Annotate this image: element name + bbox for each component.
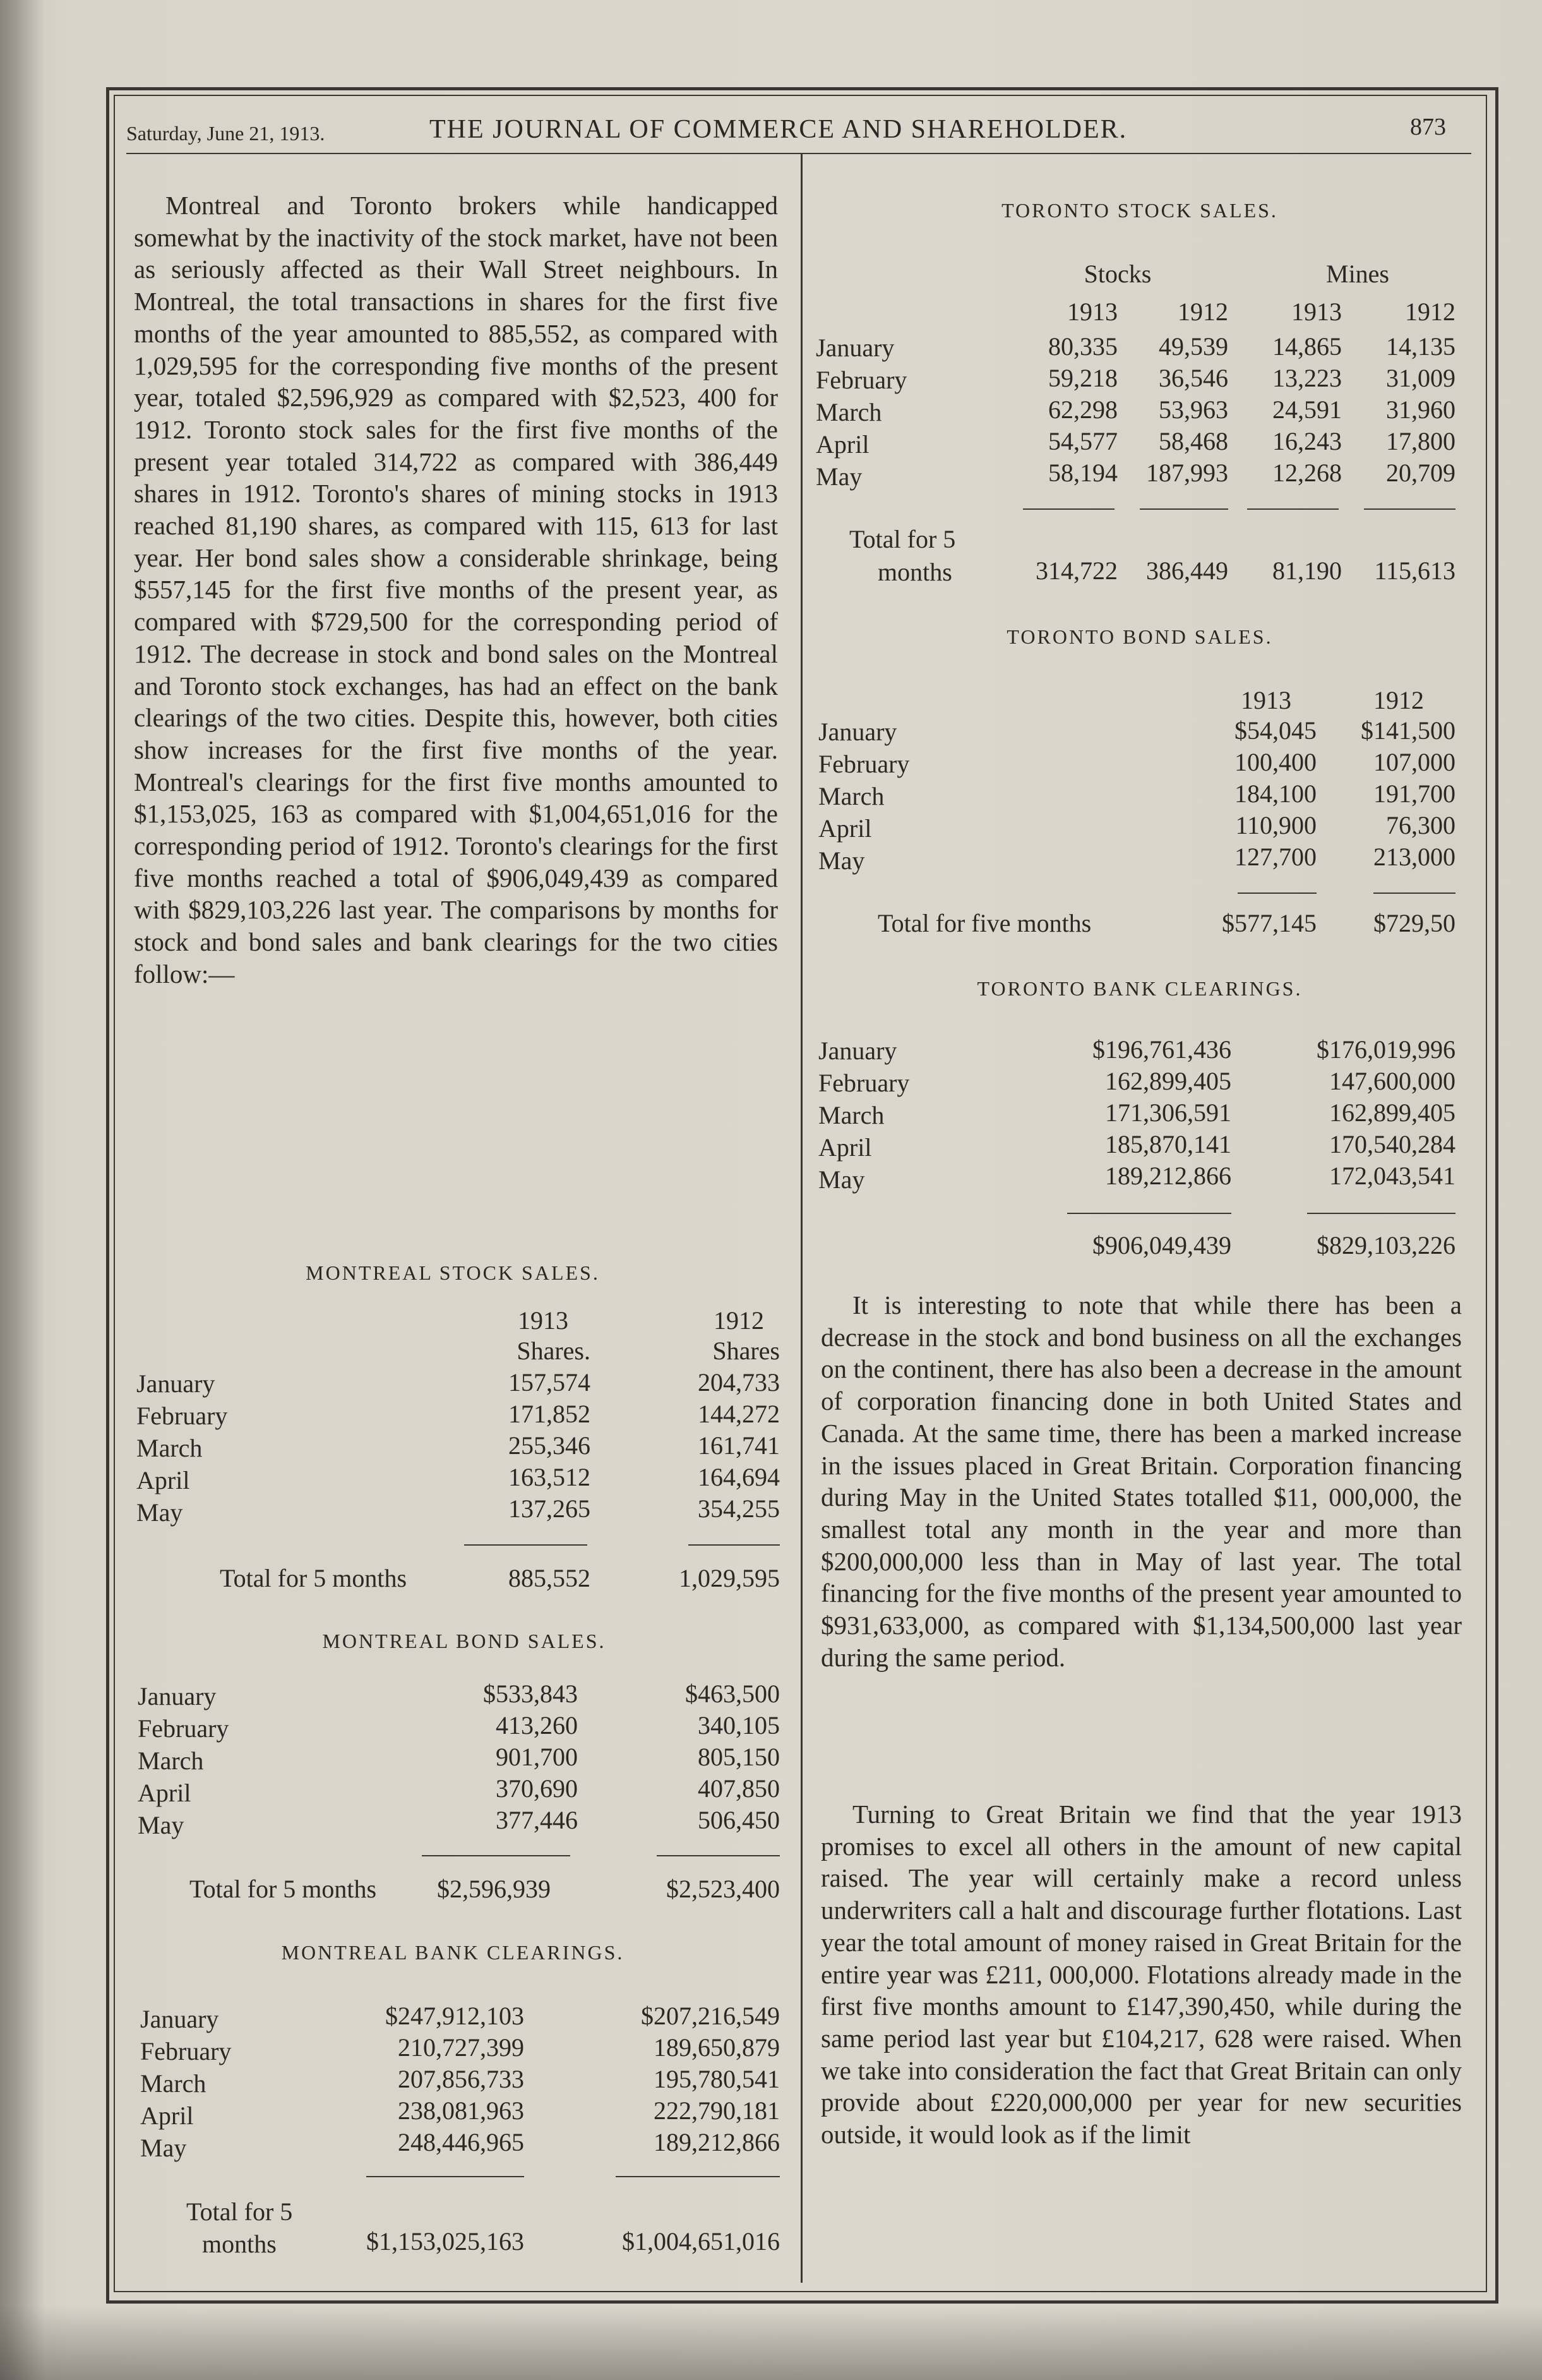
table-row-month: May (140, 2134, 187, 2162)
table-cell: 184,100 (1234, 779, 1317, 808)
table-row-month: March (136, 1434, 203, 1462)
table-row-month: March (816, 398, 882, 426)
table-cell: 238,081,963 (398, 2096, 524, 2125)
table-cell: 213,000 (1373, 843, 1455, 871)
header-rule (126, 153, 1471, 154)
table-row-month: January (140, 2005, 219, 2033)
page-header (126, 111, 1471, 148)
table-cell: 370,690 (496, 1774, 578, 1803)
table-cell: 100,400 (1234, 748, 1317, 776)
table-row-month: February (816, 366, 907, 394)
table-row-month: February (818, 1069, 910, 1097)
table-row-month: May (136, 1498, 183, 1527)
table-cell: 222,790,181 (654, 2096, 780, 2125)
page-number: 873 (1410, 114, 1446, 140)
table-row-month: January (816, 334, 895, 362)
table-cell: 59,218 (1048, 364, 1118, 392)
total-value: $2,596,939 (437, 1875, 551, 1903)
year-header: 1912 (1178, 298, 1228, 326)
table-cell: 24,591 (1272, 395, 1342, 424)
table-row-month: February (136, 1402, 228, 1430)
sum-rule (1023, 508, 1115, 510)
table-cell: 53,963 (1159, 395, 1228, 424)
table-row-month: April (818, 814, 872, 843)
table-row-month: January (818, 1037, 897, 1065)
table-cell: 17,800 (1386, 427, 1455, 455)
total-label: months (202, 2230, 277, 2258)
total-value: 885,552 (508, 1564, 590, 1592)
table-cell: 31,960 (1386, 395, 1455, 424)
bottom-shadow (0, 2305, 1542, 2380)
table-cell: 506,450 (698, 1806, 780, 1834)
total-value: $829,103,226 (1317, 1231, 1455, 1259)
table-cell: 80,335 (1048, 332, 1118, 361)
year-header: 1912 (1405, 298, 1455, 326)
table-cell: $247,912,103 (385, 2002, 524, 2030)
toronto-stock-title: TORONTO STOCK SALES. (1001, 199, 1278, 222)
table-cell: 354,255 (698, 1494, 780, 1523)
table-row-month: January (818, 718, 897, 746)
table-cell: 58,468 (1159, 427, 1228, 455)
table-cell: 14,865 (1272, 332, 1342, 361)
table-cell: 171,852 (508, 1400, 590, 1428)
table-cell: $533,843 (483, 1680, 578, 1708)
table-row-month: March (140, 2069, 206, 2098)
total-value: 314,722 (1036, 556, 1118, 585)
table-cell: 20,709 (1386, 459, 1455, 487)
montreal-stock-title: MONTREAL STOCK SALES. (306, 1261, 600, 1284)
table-row-month: February (818, 750, 910, 778)
table-cell: 161,741 (698, 1431, 780, 1460)
table-row-month: January (138, 1682, 217, 1710)
toronto-clearings-title: TORONTO BANK CLEARINGS. (977, 977, 1303, 1000)
table-cell: $54,045 (1234, 716, 1317, 745)
issue-date: Saturday, June 21, 1913. (126, 122, 325, 145)
table-row-month: April (816, 430, 870, 459)
group-header-mines: Mines (1326, 260, 1389, 288)
table-cell: 14,135 (1386, 332, 1455, 361)
table-cell: 195,780,541 (654, 2065, 780, 2093)
col-header: 1912 (714, 1306, 764, 1335)
total-value: $906,049,439 (1092, 1231, 1231, 1259)
table-row-month: March (138, 1746, 204, 1775)
table-row-month: May (818, 846, 865, 875)
sum-rule (1140, 508, 1228, 510)
table-row-month: April (138, 1779, 191, 1807)
total-value: $1,004,651,016 (622, 2227, 780, 2256)
table-cell: 147,600,000 (1329, 1067, 1455, 1095)
table-cell: 210,727,399 (398, 2033, 524, 2062)
table-row-month: May (818, 1165, 865, 1194)
table-cell: 137,265 (508, 1494, 590, 1523)
table-cell: 413,260 (496, 1711, 578, 1740)
table-cell: 255,346 (508, 1431, 590, 1460)
col-subheader: Shares. (517, 1337, 590, 1365)
table-cell: 189,212,866 (1105, 1162, 1231, 1190)
table-cell: 164,694 (698, 1463, 780, 1491)
montreal-clearings-title: MONTREAL BANK CLEARINGS. (281, 1941, 625, 1964)
col-header: 1913 (518, 1306, 568, 1335)
table-cell: 207,856,733 (398, 2065, 524, 2093)
table-cell: 13,223 (1272, 364, 1342, 392)
sum-rule (616, 2176, 780, 2177)
year-header: 1913 (1291, 298, 1342, 326)
table-cell: 340,105 (698, 1711, 780, 1740)
table-cell: 185,870,141 (1105, 1130, 1231, 1158)
table-row-month: May (138, 1811, 184, 1839)
sum-rule (688, 1544, 780, 1546)
table-row-month: May (816, 462, 863, 491)
table-row-month: April (140, 2101, 194, 2130)
total-label: Total for 5 months (189, 1875, 377, 1903)
sum-rule (1247, 508, 1339, 510)
left-column (134, 189, 778, 990)
table-cell: $141,500 (1361, 716, 1455, 745)
montreal-bond-title: MONTREAL BOND SALES. (322, 1630, 606, 1652)
table-row-month: February (138, 1714, 229, 1743)
table-cell: 377,446 (496, 1806, 578, 1834)
total-label: Total for 5 (186, 2197, 293, 2226)
table-cell: 76,300 (1386, 811, 1455, 839)
total-label: Total for 5 months (220, 1564, 407, 1592)
table-cell: 204,733 (698, 1368, 780, 1397)
table-cell: 189,212,866 (654, 2128, 780, 2156)
table-cell: 407,850 (698, 1774, 780, 1803)
table-row-month: April (136, 1466, 190, 1494)
paragraph-great-britain (821, 1798, 1462, 2151)
year-header: 1913 (1067, 298, 1118, 326)
total-value: $577,145 (1222, 909, 1317, 937)
binding-shadow (0, 0, 44, 2380)
table-cell: 248,446,965 (398, 2128, 524, 2156)
table-row-month: March (818, 1101, 885, 1129)
table-cell: 162,899,405 (1105, 1067, 1231, 1095)
table-cell: 189,650,879 (654, 2033, 780, 2062)
total-label: months (878, 558, 952, 586)
sum-rule (1067, 1213, 1231, 1214)
table-cell: 12,268 (1272, 459, 1342, 487)
table-cell: 49,539 (1159, 332, 1228, 361)
table-cell: 171,306,591 (1105, 1098, 1231, 1127)
table-cell: $207,216,549 (641, 2002, 780, 2030)
group-header-stocks: Stocks (1084, 260, 1152, 288)
table-cell: $463,500 (685, 1680, 780, 1708)
total-value: $729,50 (1373, 909, 1455, 937)
table-cell: 31,009 (1386, 364, 1455, 392)
table-cell: 901,700 (496, 1743, 578, 1771)
table-cell: 127,700 (1234, 843, 1317, 871)
table-cell: 157,574 (508, 1368, 590, 1397)
table-cell: $176,019,996 (1317, 1035, 1455, 1064)
table-cell: 191,700 (1373, 779, 1455, 808)
sum-rule (1373, 892, 1455, 894)
table-cell: 163,512 (508, 1463, 590, 1491)
sum-rule (657, 1855, 780, 1856)
sum-rule (464, 1544, 587, 1546)
col-subheader: Shares (712, 1337, 780, 1365)
table-row-month: April (818, 1133, 872, 1162)
table-cell: 36,546 (1159, 364, 1228, 392)
sum-rule (1364, 508, 1455, 510)
table-cell: 144,272 (698, 1400, 780, 1428)
toronto-bond-title: TORONTO BOND SALES. (1007, 625, 1273, 648)
total-value: 81,190 (1272, 556, 1342, 585)
table-row-month: January (136, 1369, 215, 1398)
table-cell: 110,900 (1235, 811, 1317, 839)
table-cell: 187,993 (1146, 459, 1228, 487)
column-divider (801, 154, 803, 2283)
total-label: Total for 5 (849, 525, 956, 553)
sum-rule (1307, 1213, 1455, 1214)
total-value: 115,613 (1374, 556, 1455, 585)
year-header: 1912 (1373, 686, 1424, 714)
table-cell: 805,150 (698, 1743, 780, 1771)
paragraph-great-britain-text: Turning to Great Britain we find that the year 1913 promises to excel all others in the amount of new capital raised. The year will certainly make a record unless underwriters call a halt and discourage further flotations. Last year the total amount of money raised in Great Britain for the entire year was £211, 000,000. Flotations already made in the first five months amount to £147,390,450, while during the same period last year but £104,217, 628 were raised. When we take into consideration the fact that Great Britain can only provide about £220,000,000 per year for new securities outside, it would look as if the limit (821, 1800, 1462, 2149)
paragraph-financing (821, 1289, 1462, 1673)
total-value: 1,029,595 (679, 1564, 780, 1592)
intro-paragraph: Montreal and Toronto brokers while handicapped somewhat by the inactivity of the stock market, have not been as seriously affected as their Wall Street neighbours. In Montreal, the total transactions in shares for the first five months of the year amounted to 885,552, as compared with 1,029,595 for the corresponding five months of the present year, totaled $2,596,929 as compared with $2,523, 400 for 1912. Toronto stock sales for the first five months of the present year totaled 314,722 as compared with 386,449 shares in 1912. Toronto's shares of mining stocks in 1913 reached 81,190 shares, as compared with 115, 613 for last year. Her bond sales show a considerable shrinkage, being $557,145 for the first five months of the present year, as compared with $729,500 for the corresponding period of 1912. The decrease in stock and bond sales on the Montreal and Toronto stock exchanges, has had an effect on the bank clearings of the two cities. Despite this, however, both cities show increases for the first five months of the year. Montreal's clearings for the first five months amounted to $1,153,025, 163 as compared with $1,004,651,016 for the corresponding period of 1912. Toronto's clearings for the first five months reached a total of $906,049,439 as compared with $829,103,226 last year. The comparisons by months for stock and bond sales and bank clearings for the two cities follow:— (134, 191, 778, 989)
total-label: Total for five months (878, 909, 1092, 937)
table-cell: 162,899,405 (1329, 1098, 1455, 1127)
table-cell: 172,043,541 (1329, 1162, 1455, 1190)
sum-rule (422, 1855, 570, 1856)
total-value: $1,153,025,163 (366, 2227, 524, 2256)
table-row-month: February (140, 2037, 232, 2065)
paragraph-financing-text: It is interesting to note that while there has been a decrease in the stock and bond business on all the exchanges on the continent, there has also been a decrease in the amount of corporation financing done in both United States and Canada. At the same time, there has been a marked increase in the issues placed in Great Britain. Corporation financing during May in the United States totalled $11, 000,000, the smallest total any month in the year and more than $200,000,000 less than in May of last year. The total financing for the five months of the present year amounted to $931,633,000, as compared with $1,134,500,000 last year during the same period. (821, 1290, 1462, 1672)
table-cell: 54,577 (1048, 427, 1118, 455)
journal-title: THE JOURNAL OF COMMERCE AND SHAREHOLDER. (429, 115, 1128, 144)
table-cell: 170,540,284 (1329, 1130, 1455, 1158)
table-row-month: March (818, 782, 885, 810)
total-value: $2,523,400 (666, 1875, 780, 1903)
year-header: 1913 (1241, 686, 1291, 714)
sum-rule (366, 2176, 524, 2177)
total-value: 386,449 (1146, 556, 1228, 585)
table-cell: 58,194 (1048, 459, 1118, 487)
table-cell: 16,243 (1272, 427, 1342, 455)
table-cell: 107,000 (1373, 748, 1455, 776)
table-cell: $196,761,436 (1092, 1035, 1231, 1064)
table-cell: 62,298 (1048, 395, 1118, 424)
sum-rule (1238, 892, 1317, 894)
